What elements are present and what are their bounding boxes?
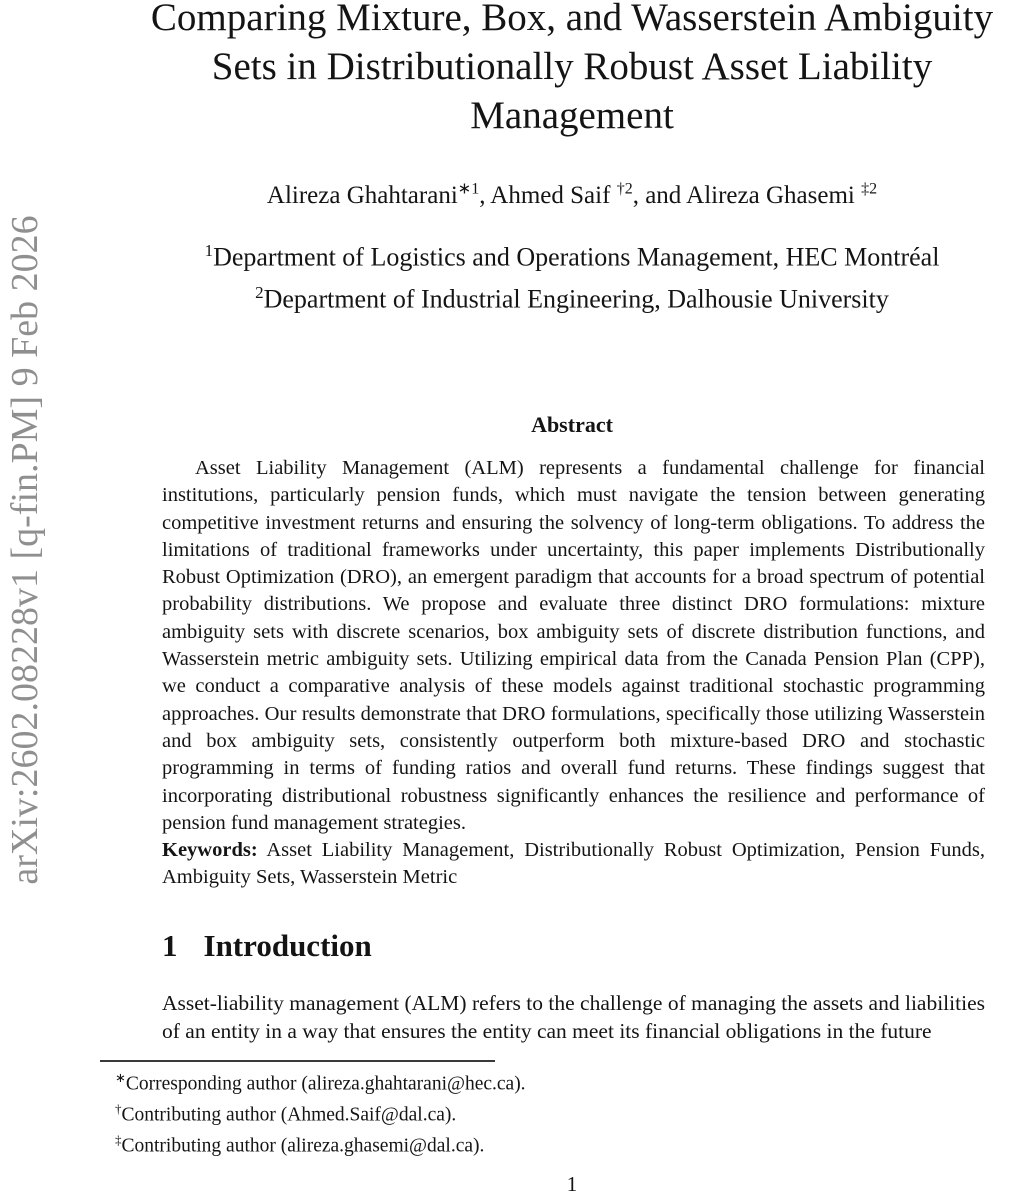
- paper-title-line-1: Comparing Mixture, Box, and Wasserstein Ambiguity: [150, 0, 994, 39]
- paper-title-line-3: Management: [470, 94, 674, 137]
- affiliation-2-text: Department of Industrial Engineering, Dalhousie University: [263, 284, 889, 314]
- affiliation-1-text: Department of Logistics and Operations Management, HEC Montréal: [213, 242, 940, 272]
- affiliation-line-2: [62, 275, 1020, 317]
- paper-title: [62, 0, 1020, 140]
- author-2-name: , Ahmed Saif: [479, 182, 617, 210]
- author-3: [633, 182, 877, 209]
- author-1: [267, 182, 479, 209]
- affiliation-1-superscript: 1: [204, 241, 214, 260]
- section-title: Introduction: [203, 928, 372, 963]
- keywords-text: Asset Liability Management, Distributionally Robust Optimization, Pension Funds, Ambiguity Sets, Wasserstein Metric: [162, 839, 985, 889]
- affiliation-2-superscript: 2: [255, 282, 264, 302]
- footnote-corresponding-author: [100, 1066, 980, 1097]
- paper-title-line-2: Sets in Distributionally Robust Asset Liability: [211, 45, 933, 88]
- footnote-2-marker: †: [115, 1100, 122, 1116]
- keywords-line: [162, 837, 985, 892]
- affiliation-line-1: [62, 233, 1020, 275]
- footnote-3-text: Contributing author (alireza.ghasemi@dal.ca).: [121, 1135, 485, 1157]
- author-line: [62, 172, 1020, 214]
- footnote-contributing-author-2: [100, 1128, 980, 1159]
- abstract-body: [162, 455, 985, 892]
- footnote-3-marker: ‡: [115, 1131, 122, 1147]
- intro-paragraph: Asset-liability management (ALM) refers to the challenge of managing the assets and liabilities of an entity in a way that ensures the entity can meet its financial obligations in the future: [162, 991, 985, 1043]
- footnotes: [100, 1066, 980, 1158]
- author-1-superscript: ∗1: [457, 181, 480, 198]
- section-number: 1: [162, 928, 178, 963]
- arxiv-watermark: arXiv:2602.08228v1 [q-fin.PM] 9 Feb 2026: [4, 215, 46, 885]
- affiliations: [62, 233, 1020, 316]
- author-3-name: , and Alireza Ghasemi: [632, 182, 862, 210]
- abstract-text: Asset Liability Management (ALM) represents a fundamental challenge for financial institutions, particularly pension funds, which must navigate the tension between generating competitive investment returns and ensuring the solvency of long-term obligations. To address the limitations of traditional frameworks under uncertainty, this paper implements Distributionally Robust Optimization (DRO), an emergent paradigm that accounts for a broad spectrum of potential probability distributions. We propose and evaluate three distinct DRO formulations: mixture ambiguity sets with discrete scenarios, box ambiguity sets of discrete distribution functions, and Wasserstein metric ambiguity sets. Utilizing empirical data from the Canada Pension Plan (CPP), we conduct a comparative analysis of these models against traditional stochastic programming approaches. Our results demonstrate that DRO formulations, specifically those utilizing Wasserstein and box ambiguity sets, consistently outperform both mixture-based DRO and stochastic programming in terms of funding ratios and overall fund returns. These findings suggest that incorporating distributional robustness significantly enhances the resilience and performance of pension fund management strategies.: [162, 457, 985, 834]
- author-1-name: Alireza Ghahtarani: [266, 182, 458, 210]
- author-2-superscript: †2: [616, 181, 633, 198]
- keywords-label: Keywords:: [162, 839, 258, 862]
- section-heading-introduction: [162, 925, 985, 967]
- abstract-heading: Abstract: [531, 412, 613, 437]
- footnote-contributing-author-1: [100, 1097, 980, 1128]
- author-3-superscript: ‡2: [861, 181, 878, 198]
- author-2: [479, 182, 633, 209]
- footnote-2-text: Contributing author (Ahmed.Saif@dal.ca).: [121, 1104, 457, 1126]
- footnote-rule: [100, 1060, 495, 1062]
- footnote-1-text: Corresponding author (alireza.ghahtarani@hec.ca).: [125, 1073, 526, 1095]
- page-number: 1: [566, 1172, 578, 1196]
- footnote-1-marker: ∗: [115, 1070, 126, 1085]
